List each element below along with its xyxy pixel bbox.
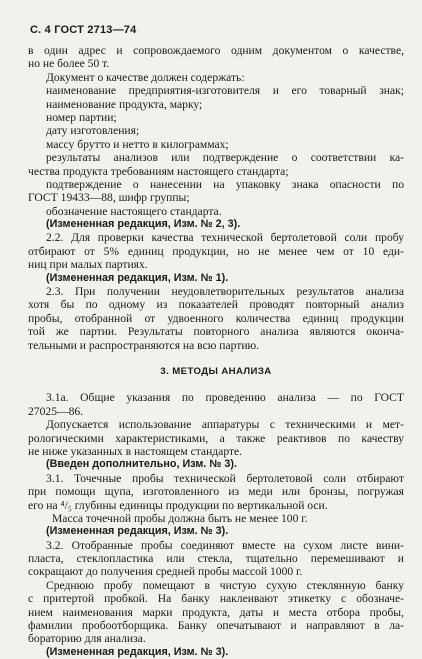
text-line: но не более 50 т. — [28, 57, 110, 71]
amendment-note: (Введен дополнительно, Изм. № 3). — [46, 458, 237, 471]
text-line: ниц при малых партиях. — [28, 258, 148, 272]
text-line: при помощи щупа, изготовленного из меди или бронзы, погружая — [28, 485, 404, 499]
text-line: хотя бы по одному из показателей проводят повторный анализ — [28, 298, 404, 312]
text-line: 3.1. Точечные пробы технической бертолетовой соли отбирают — [46, 471, 404, 485]
text-line: 3.1а. Общие указания по проведению анализа — по ГОСТ — [46, 391, 404, 405]
text-line: чества продукта требованиям настоящего стандарта; — [28, 164, 289, 178]
document-body — [28, 44, 404, 659]
text-line: рологическими характеристиками, а также реактивов по качеству — [28, 431, 404, 445]
text-line: бораторию для анализа. — [28, 632, 146, 646]
text-line: наименование продукта, марку; — [46, 97, 203, 111]
text-line: сокращают до получения средней пробы массой 1000 г. — [28, 565, 303, 579]
text-line: 2.3. При получении неудовлетворительных результатов анализа — [46, 285, 404, 299]
text-line: Документ о качестве должен содержать: — [46, 70, 245, 84]
text-line: массу брутто и нетто в килограммах; — [46, 137, 229, 151]
text-line: номер партии; — [46, 110, 117, 124]
section-heading: 3. МЕТОДЫ АНАЛИЗА — [160, 365, 272, 377]
text-line: наименование предприятия-изготовителя и его товарный знак; — [46, 84, 404, 98]
amendment-note: (Измененная редакция, Изм. № 1). — [46, 271, 229, 284]
text-line: с притертой пробкой. На банку наклеивают этикетку с обозначе- — [28, 592, 404, 606]
text-line: той же партии. Результаты повторного анализа являются оконча- — [28, 325, 404, 339]
text-line: 27025—86. — [28, 404, 84, 418]
text-line: обозначение настоящего стандарта. — [46, 204, 222, 218]
text-line: пробы, отобранной от удвоенного количества единиц продукции — [28, 311, 404, 325]
text-line: фамилии пробоотборщика. Банку опечатывают и направляют в ла- — [28, 619, 404, 633]
text-line: 2.2. Для проверки качества технической бертолетовой соли пробу — [46, 231, 404, 245]
text-line: отбирают от 5% единиц продукции, но не менее чем от 10 еди- — [28, 244, 404, 258]
text-line: дату изготовления; — [46, 124, 140, 138]
amendment-note: (Измененная редакция, Изм. № 2, 3). — [46, 218, 241, 231]
text-line: его на ⁴/₅ глубины единицы продукции по вертикальной оси. — [28, 498, 328, 512]
amendment-note: (Измененная редакция, Изм. № 3). — [46, 525, 229, 538]
amendment-note: (Измененная редакция, Изм. № 3). — [46, 645, 229, 658]
text-line: результаты анализов или подтверждение о соответствии ка- — [46, 151, 404, 165]
text-line: подтверждение о нанесении на упаковку знака опасности по — [46, 177, 404, 191]
text-line: ГОСТ 19433—88, шифр группы; — [28, 191, 190, 205]
text-line: пласта, стеклопластика или стекла, тщательно перемешивают и — [28, 552, 404, 566]
text-line: 3.2. Отобранные пробы соединяют вместе на сухом листе вини- — [46, 538, 404, 552]
text-line: Допускается использование аппаратуры с техническими и мет- — [46, 418, 404, 432]
text-line: в один адрес и сопровождаемого одним документом о качестве, — [28, 44, 404, 57]
text-line: нием наименования марки продукта, даты и места отбора пробы, — [28, 605, 404, 619]
text-line: Среднюю пробу помещают в чистую сухую стеклянную банку — [46, 578, 404, 592]
page-header: С. 4 ГОСТ 2713—74 — [30, 24, 137, 36]
text-line: не ниже указанных в настоящем стандарте. — [28, 444, 243, 458]
text-line: тельными и распространяются на всю партию. — [28, 338, 260, 352]
text-line: Масса точечной пробы должна быть не менее 100 г. — [52, 511, 308, 525]
